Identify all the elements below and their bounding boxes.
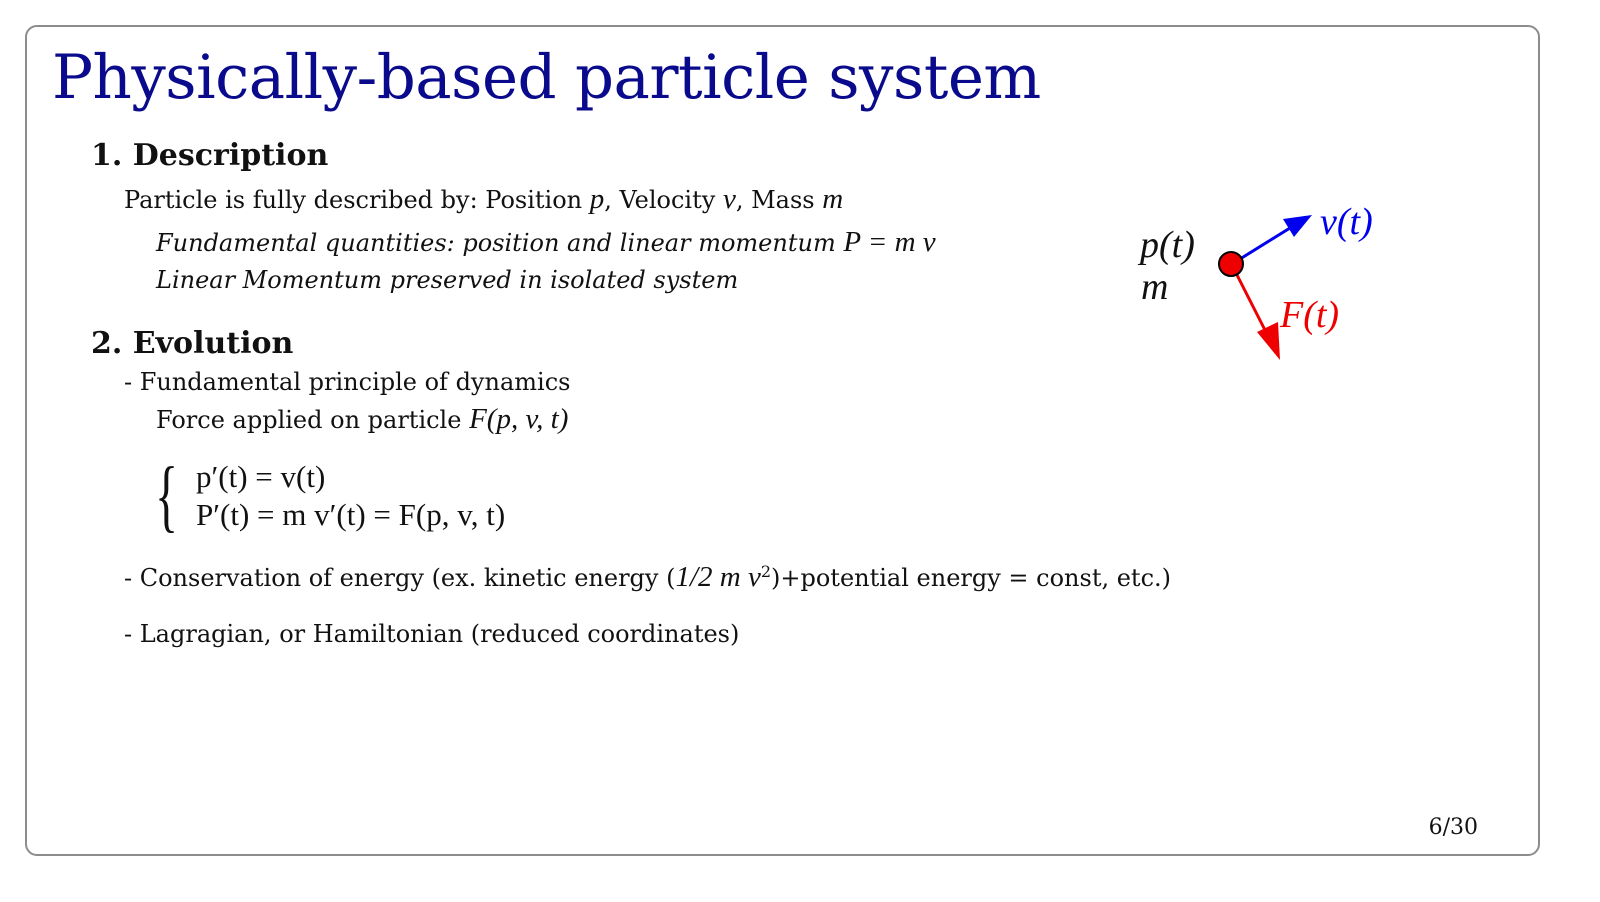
system-equation-1: p′(t) = v(t) xyxy=(196,459,326,494)
mass-symbol: m xyxy=(822,183,844,215)
energy-text: )+potential energy = const, etc.) xyxy=(771,564,1172,592)
force-text: Force applied on particle xyxy=(156,406,470,434)
exponent: 2 xyxy=(760,562,772,581)
force-equation: F(p, v, t) xyxy=(469,403,569,435)
kinetic-energy-math: 1/2 m v xyxy=(675,561,761,593)
description-text: , Velocity xyxy=(604,186,723,214)
particle-dot xyxy=(1219,252,1243,276)
system-equation-2: P′(t) = m v′(t) = F(p, v, t) xyxy=(196,497,506,532)
section-heading-evolution: 2. Evolution xyxy=(91,326,294,361)
velocity-symbol: v xyxy=(722,183,736,215)
description-text: , Mass xyxy=(735,186,823,214)
force-arrow xyxy=(1236,273,1280,360)
force-label: F(t) xyxy=(1280,294,1340,336)
momentum-preserved-line: Linear Momentum preserved in isolated system xyxy=(156,266,739,294)
position-label: p(t) xyxy=(1140,224,1195,266)
fundamental-quantities-text: Fundamental quantities: position and linear momentum xyxy=(156,229,844,257)
energy-text: - Conservation of energy (ex. kinetic energy ( xyxy=(124,564,676,592)
position-symbol: p xyxy=(589,183,605,215)
mass-label: m xyxy=(1141,266,1169,308)
bullet-lagrangian: - Lagragian, or Hamiltonian (reduced coordinates) xyxy=(124,620,740,648)
velocity-label: v(t) xyxy=(1320,201,1373,243)
system-brace: { xyxy=(155,452,179,540)
bullet-dynamics: - Fundamental principle of dynamics xyxy=(124,368,571,396)
slide-title: Physically-based particle system xyxy=(52,42,1041,113)
description-text: Particle is fully described by: Position xyxy=(124,186,590,214)
velocity-arrow xyxy=(1240,215,1312,259)
momentum-equation: P = m v xyxy=(843,226,936,258)
section-heading-description: 1. Description xyxy=(91,138,329,173)
page-number: 6/30 xyxy=(1428,815,1478,840)
